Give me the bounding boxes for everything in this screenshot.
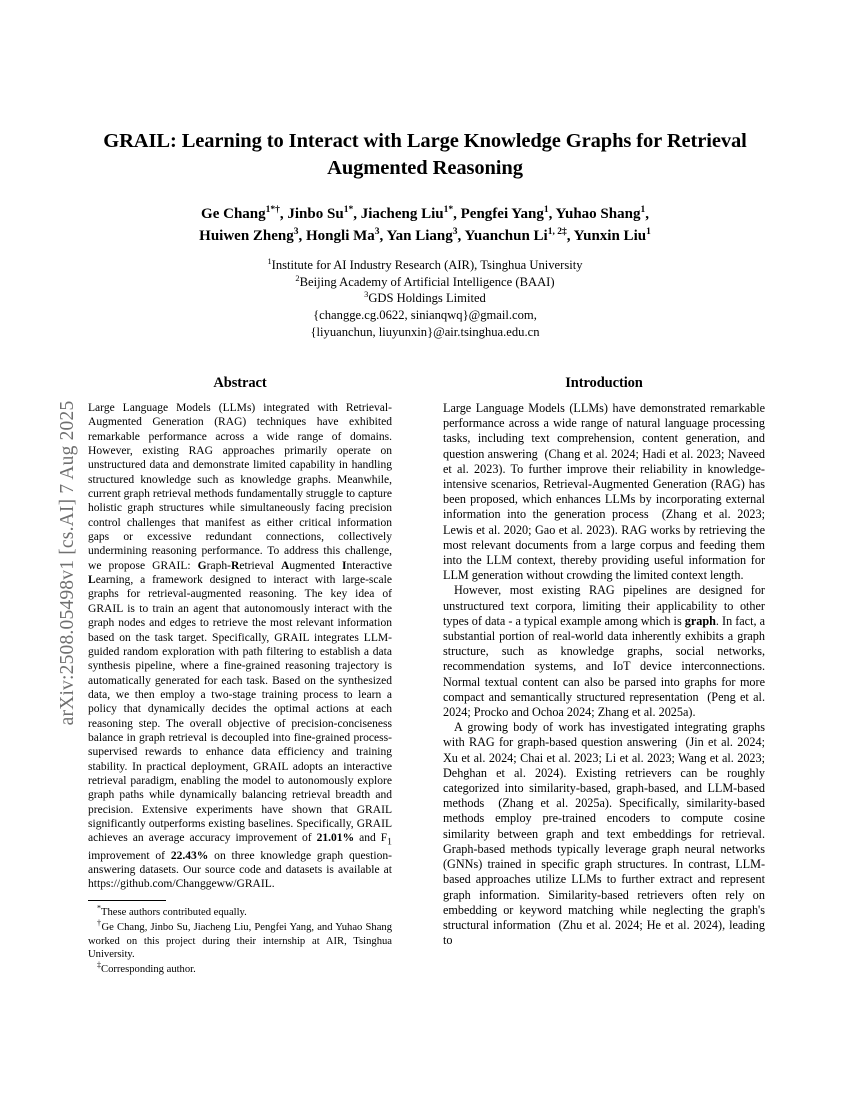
arxiv-identifier-stamp: arXiv:2508.05498v1 [cs.AI] 7 Aug 2025	[57, 400, 78, 726]
affiliation-2: $^2$Beijing Academy of Artificial Intelligence (BAAI)	[295, 273, 555, 289]
introduction-heading: Introduction	[565, 375, 643, 391]
affiliation-1: $^1$Institute for AI Industry Research (AIR), Tsinghua University	[267, 256, 583, 273]
introduction-column	[443, 375, 765, 948]
footnote-3: ‡Corresponding author.	[97, 960, 196, 976]
intro-paragraph-2: However, most existing RAG pipelines are designed for unstructured text corpora, limiting their applicability to other types of data - a typical example among which is graph. In fact, a substantial portion of real-world data inherently exhibits a graph structure, such as knowledge graphs, social networks, recommendation systems, and IoT device interconnections. Normal textual content can also be parsed into graphs for more compact and semantically structured representation (Peng et al. 2024; Procko and Ochoa 2024; Zhang et al. 2025a).	[443, 583, 765, 720]
footnote-2: †Ge Chang, Jinbo Su, Jiacheng Liu, Pengfei Yang, and Yuhao Shang worked on this project during their internship at AIR, Tsinghua University.	[88, 918, 392, 961]
footnote-1: *These authors contributed equally.	[97, 903, 247, 918]
footnote-block	[88, 900, 392, 978]
intro-paragraph-3: A growing body of work has investigated integrating graphs with RAG for graph-based question answering (Jin et al. 2024; Xu et al. 2024; Chai et al. 2023; Li et al. 2023; Wang et al. 2023; Dehghan et al. 2024). Existing retrievers can be roughly categorized into similarity-based, graph-based, and LLM-based methods (Zhang et al. 2025a). Specifically, similarity-based methods employ pre-trained encoders to compute cosine similarity between graph and text embeddings for retrieval. Graph-based methods typically leverage graph neural networks (GNNs) trained in specific graph structures. In contrast, LLM-based approaches utilize LLMs to further extract and represent graph information. Similarity-based retrievers often rely on embedding or keyword matching while neglecting the graph's structural information (Zhu et al. 2024; He et al. 2024), leading to	[443, 720, 765, 948]
author-list	[88, 204, 762, 248]
abstract-text: Large Language Models (LLMs) integrated with Retrieval-Augmented Generation (RAG) techniques have exhibited remarkable performance across a wide range of domains. However, existing RAG approaches primarily operate on unstructured data and demonstrate limited capability in handling structured knowledge such as knowledge graphs. Meanwhile, current graph retrieval methods fundamentally struggle to capture holistic graph structures while simultaneously facing precision control challenges that manifest as either critical information gaps or excessive redundant connections, collectively undermining reasoning performance. To address this challenge, we propose GRAIL: Graph-Retrieval Augmented Interactive Learning, a framework designed to interact with large-scale graphs for retrieval-augmented reasoning. The key idea of GRAIL is to train an agent that autonomously interact with the graph nodes and edges to retrieve the most relevant information based on the task target. Specifically, GRAIL integrates LLM-guided random exploration with path filtering to establish a data synthesis pipeline, where a fine-grained reasoning trajectory is automatically generated for each task. Based on the synthesized data, we then employ a two-stage training process to learn a policy that dynamically decides the optimal actions at each reasoning step. The overall objective of precision-conciseness balance in graph retrieval is decoupled into fine-grained process-supervised rewards to enhance data efficiency and training stability. In practical deployment, GRAIL adopts an interactive retrieval paradigm, enabling the model to autonomously explore graph paths while dynamically balancing retrieval breadth and precision. Extensive experiments have shown that GRAIL significantly outperforms existing baselines. Specifically, GRAIL achieves an average accuracy improvement of 21.01% and $F_1$ improvement of 22.43% on three knowledge graph question-answering datasets. Our source code and datasets is available at https://github.com/Changgeww/GRAIL.	[88, 402, 392, 891]
two-column-body	[88, 375, 765, 955]
author-line-2: Huiwen Zheng$^3$, Hongli Ma$^3$, Yan Liang$^3$, Yuanchun $Li^{1, 2\ddagger}$, Yunxin Liu$^1$	[199, 227, 651, 245]
affiliation-3: $^3$GDS Holdings Limited	[364, 290, 486, 306]
abstract-column	[88, 375, 392, 892]
affiliation-list	[88, 257, 762, 340]
introduction-text	[443, 401, 765, 948]
author-line-1: Ge Chang$^{1*\dagger}$, Jinbo $Su^{1*}$, Jiacheng Liu$^{1*}$, Pengfei Yang$^1$, Yuhao Shang$^1$,	[201, 205, 649, 223]
footnote-rule	[88, 900, 166, 901]
title-block	[88, 128, 762, 340]
contact-email-1: {changge.cg.0622, sinianqwq}@gmail.com,	[313, 307, 537, 322]
page-title: GRAIL: Learning to Interact with Large Knowledge Graphs for Retrieval Augmented Reasoning	[103, 130, 747, 179]
contact-email-2: {liyuanchun, liuyunxin}@air.tsinghua.edu.cn	[310, 324, 540, 339]
abstract-heading: Abstract	[213, 375, 267, 391]
intro-paragraph-1: Large Language Models (LLMs) have demonstrated remarkable performance across a wide range of natural language processing tasks, including text comprehension, content generation, and question answering (Chang et al. 2024; Hadi et al. 2023; Naveed et al. 2023). To further improve their reliability in knowledge-intensive scenarios, Retrieval-Augmented Generation (RAG) has been proposed, which enhances LLMs by incorporating external information into the generation process (Zhang et al. 2023; Lewis et al. 2020; Gao et al. 2023). RAG works by retrieving the most relevant documents from a large corpus and feeding them into the LLM context, thereby providing useful information for LLM generation without crowding the limited context length.	[443, 401, 765, 583]
